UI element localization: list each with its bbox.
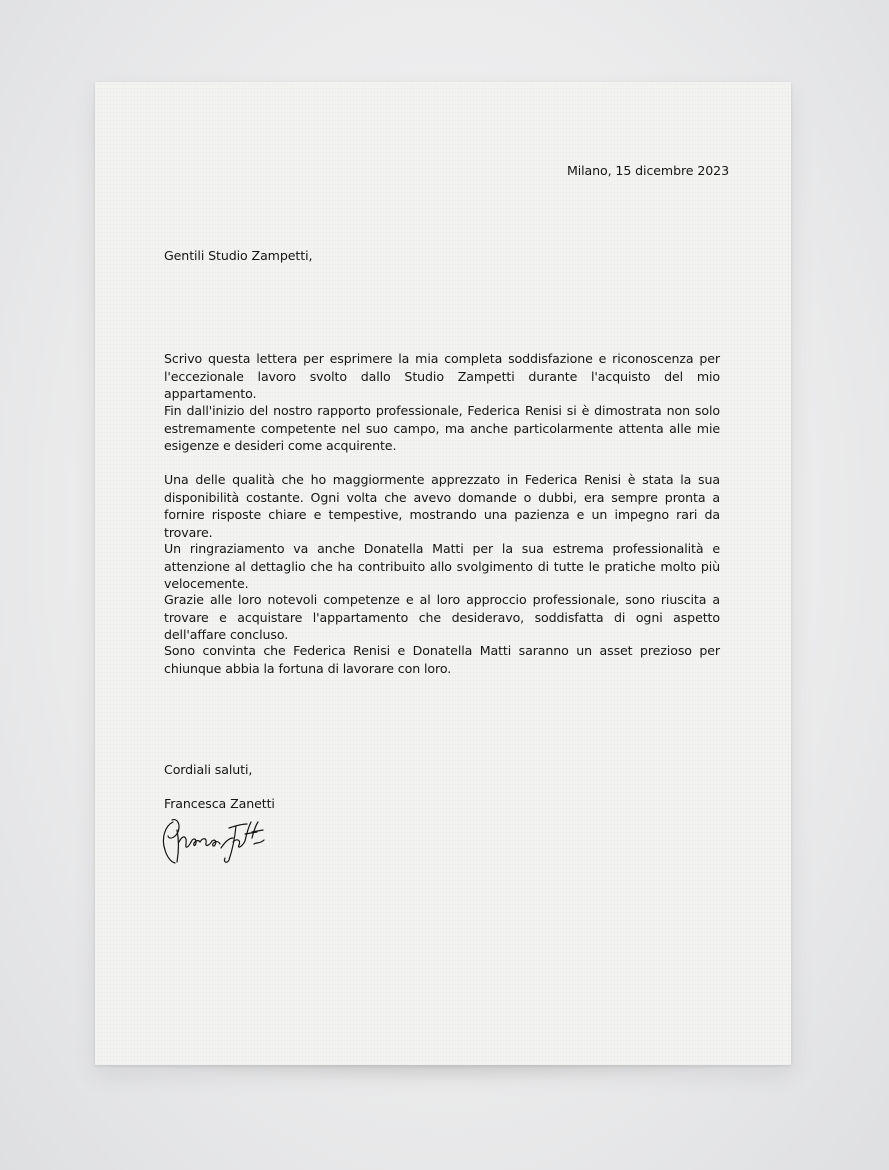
paragraph-1: Scrivo questa lettera per esprimere la mia completa soddisfazione e riconoscenza per l'eccezionale lavoro svolto dallo Studio Zampetti durante l'acquisto del mio appartamento. [164,351,720,401]
paragraph-4: Un ringraziamento va anche Donatella Matti per la sua estrema professionalità e attenzione al dettaglio che ha contribuito allo svolgimento di tutte le pratiche molto più velocemente. [164,541,720,591]
handwritten-signature [159,814,271,866]
paragraph-3: Una delle qualità che ho maggiormente apprezzato in Federica Renisi è stata la sua disponibilità costante. Ogni volta che avevo domande o dubbi, era sempre pronta a fornire risposte chiare e tempestive, mostrando una pazienza e un impegno rari da trovare. [164,472,720,540]
signer-name: Francesca Zanetti [164,796,275,811]
letter-closing: Cordiali saluti, [164,762,253,777]
paragraph-5: Grazie alle loro notevoli competenze e al loro approccio professionale, sono riuscita a trovare e acquistare l'appartamento che desideravo, soddisfatta di ogni aspetto dell'affare concluso. [164,592,720,642]
letter-greeting: Gentili Studio Zampetti, [164,248,313,263]
paragraph-2: Fin dall'inizio del nostro rapporto professionale, Federica Renisi si è dimostrata non solo estremamente competente nel suo campo, ma anche particolarmente attenta alle mie esigenze e desideri come acquirente. [164,403,720,453]
letter-date: Milano, 15 dicembre 2023 [566,163,729,178]
paragraph-6: Sono convinta che Federica Renisi e Donatella Matti saranno un asset prezioso per chiunque abbia la fortuna di lavorare con loro. [164,643,720,676]
letter-sheet [95,82,791,1065]
